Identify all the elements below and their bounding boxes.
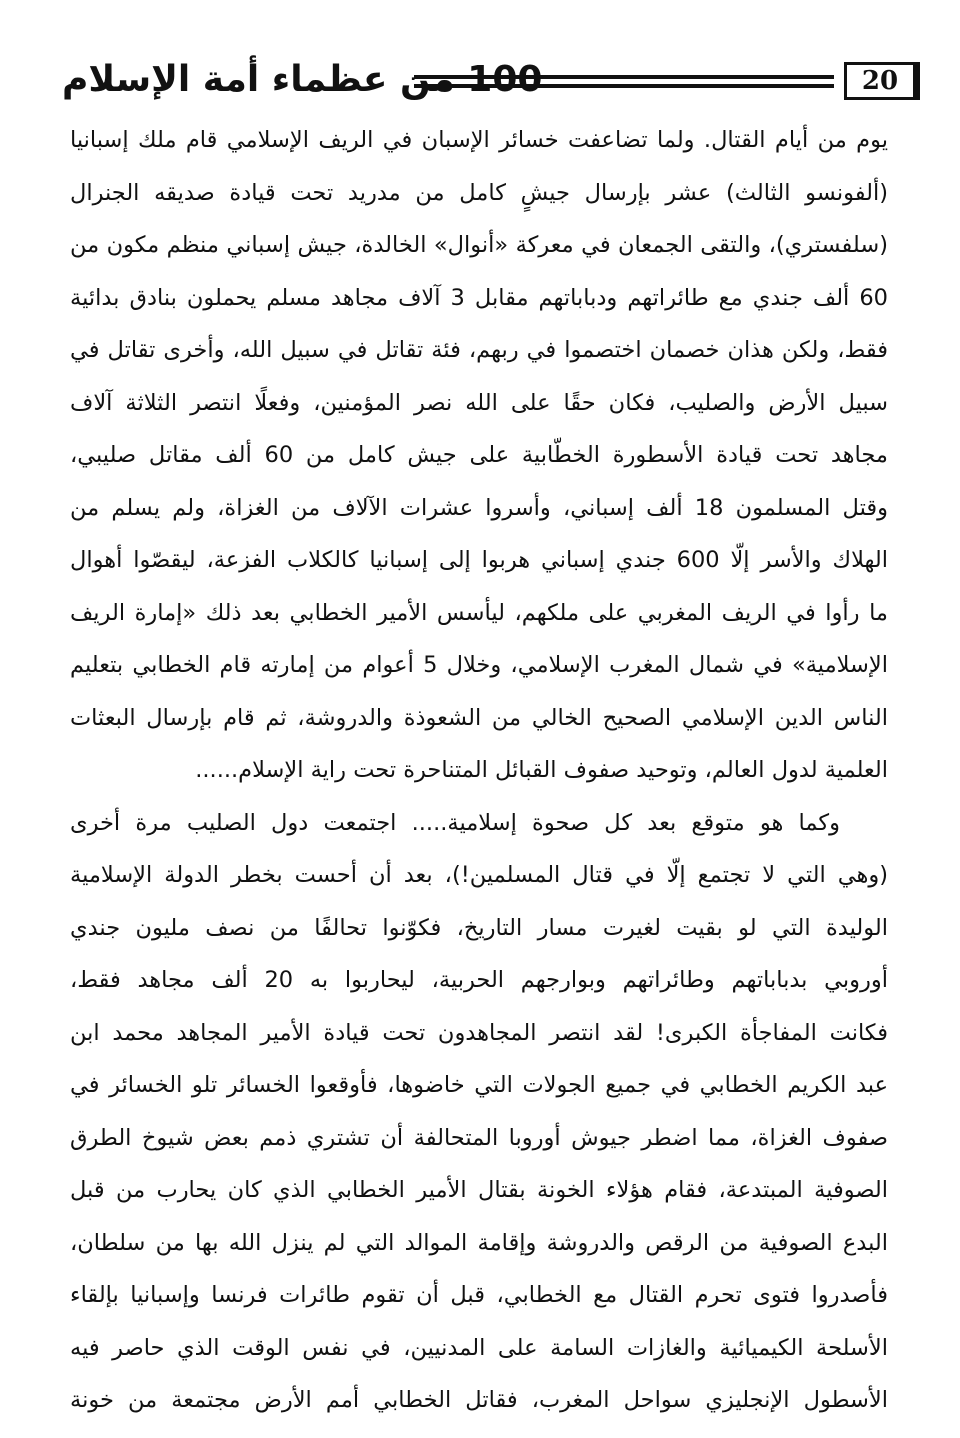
text-line: فقط، ولكن هذان خصمان اختصموا في ربهم، فئة تقاتل في سبيل الله، وأخرى تقاتل في: [70, 337, 888, 363]
text-line: (ألفونسو الثالث) عشر بإرسال جيشٍ كامل من مدريد تحت قيادة صديقه الجنرال: [70, 179, 888, 206]
text-line: فأصدروا فتوى تحرم القتال مع الخطابي، قبل أن تقوم طائرات فرنسا وإسبانيا بإلقاء: [70, 1282, 888, 1308]
text-line: الإسلامية» في شمال المغرب الإسلامي، وخلال 5 أعوام من إمارته قام الخطابي بتعليم: [70, 652, 888, 678]
text-line: البدع الصوفية من الرقص والدروشة وإقامة الموالد التي لم ينزل الله بها من سلطان،: [70, 1229, 888, 1256]
page-header: [62, 58, 920, 108]
header-double-rule: [414, 75, 834, 88]
text-line: ما رأوا في الريف المغربي على ملكهم، ليأسس الأمير الخطابي بعد ذلك «إمارة الريف: [70, 599, 888, 626]
text-line: الأسطول الإنجليزي سواحل المغرب، فقاتل الخطابي أمم الأرض مجتمعة من خونة: [70, 1387, 888, 1413]
text-line: وقتل المسلمون 18 ألف إسباني، وأسروا عشرات الآلاف من الغزاة، ولم يسلم من: [70, 494, 888, 521]
text-line: صفوف الغزاة، مما اضطر جيوش أوروبا المتحالفة أن تشتري ذمم بعض شيوخ الطرق: [70, 1124, 888, 1151]
page-number: 20: [844, 62, 920, 100]
text-line: 60 ألف جندي مع طائراتهم ودباباتهم مقابل 3 آلاف مجاهد مسلم يحملون بنادق بدائية: [70, 284, 888, 311]
text-line: يوم من أيام القتال. ولما تضاعفت خسائر الإسبان في الريف الإسلامي قام ملك إسبانيا: [70, 127, 888, 153]
text-line: أوروبي بدباباتهم وطائراتهم وبوارجهم الحربية، ليحاربوا به 20 ألف مجاهد فقط،: [70, 967, 888, 993]
text-line: وكما هو متوقع بعد كل صحوة إسلامية..... اجتمعت دول الصليب مرة أخرى: [70, 809, 840, 836]
text-line: العلمية لدول العالم، وتوحيد صفوف القبائل المتناحرة تحت راية الإسلام......: [195, 757, 888, 783]
text-line: فكانت المفاجأة الكبرى! لقد انتصر المجاهدون تحت قيادة الأمير المجاهد محمد ابن: [70, 1019, 888, 1046]
text-line: مجاهد تحت قيادة الأسطورة الخطّابية على جيش كامل من 60 ألف مقاتل صليبي،: [70, 442, 888, 468]
text-line: الهلاك والأسر إلّا 600 جندي إسباني هربوا إلى إسبانيا كالكلاب الفزعة، ليقصّوا أهوال: [70, 547, 888, 573]
text-line: سبيل الأرض والصليب، فكان حقًا على الله نصر المؤمنين، وفعلًا انتصر الثلاثة آلاف: [70, 389, 888, 416]
body-text: [70, 114, 888, 1427]
text-line: عبد الكريم الخطابي في جميع الجولات التي خاضوها، فأوقعوا الخسائر تلو الخسائر في: [70, 1072, 888, 1098]
text-line: الأسلحة الكيميائية والغازات السامة على المدنيين، في نفس الوقت الذي حاصر فيه: [70, 1334, 888, 1361]
text-line: الصوفية المبتدعة، فقام هؤلاء الخونة بقتال الأمير الخطابي الذي كان يحارب من قبل: [70, 1177, 888, 1203]
text-line: الناس الدين الإسلامي الصحيح الخالي من الشعوذة والدروشة، ثم قام بإرسال البعثات: [70, 704, 888, 731]
text-line: (وهي التي لا تجتمع إلّا في قتال المسلمين!)، بعد أن أحست بخطر الدولة الإسلامية: [70, 862, 888, 888]
text-line: (سلفستري)، والتقى الجمعان في معركة «أنوال» الخالدة، جيش إسباني منظم مكون من: [70, 232, 888, 258]
book-title: 100 من عظماء أمة الإسلام: [62, 59, 543, 100]
text-line: الوليدة التي لو بقيت لغيرت مسار التاريخ، فكوّنوا تحالفًا من نصف مليون جندي: [70, 914, 888, 941]
